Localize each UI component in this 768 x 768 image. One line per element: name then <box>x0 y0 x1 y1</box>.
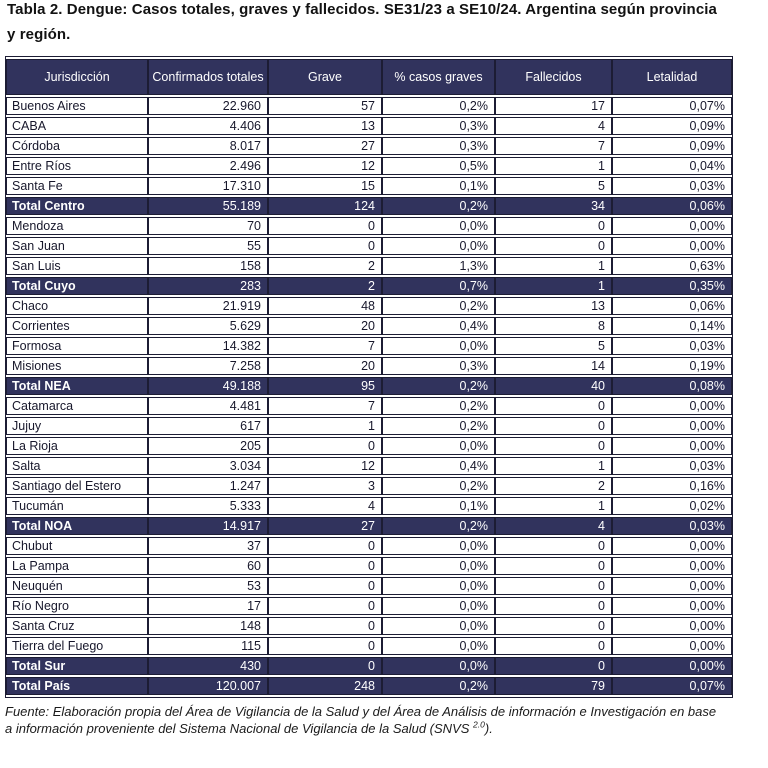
jurisdiction-cell: Chaco <box>6 297 148 315</box>
value-cell: 14 <box>495 357 612 375</box>
value-cell: 0,06% <box>612 197 732 215</box>
value-cell: 0,2% <box>382 517 495 535</box>
value-cell: 0,0% <box>382 637 495 655</box>
jurisdiction-cell: San Luis <box>6 257 148 275</box>
total-row <box>6 657 732 675</box>
value-cell: 60 <box>148 557 268 575</box>
table-row <box>6 97 732 115</box>
value-cell: 0 <box>268 617 382 635</box>
value-cell: 0,3% <box>382 357 495 375</box>
value-cell: 0,0% <box>382 217 495 235</box>
value-cell: 8.017 <box>148 137 268 155</box>
value-cell: 0,0% <box>382 657 495 675</box>
value-cell: 12 <box>268 157 382 175</box>
value-cell: 55.189 <box>148 197 268 215</box>
value-cell: 0,0% <box>382 537 495 555</box>
value-cell: 0,2% <box>382 197 495 215</box>
value-cell: 14.382 <box>148 337 268 355</box>
value-cell: 3 <box>268 477 382 495</box>
table-title <box>7 0 763 47</box>
value-cell: 0 <box>268 657 382 675</box>
table-row <box>6 577 732 595</box>
value-cell: 0 <box>268 437 382 455</box>
value-cell: 0,0% <box>382 437 495 455</box>
value-cell: 0,03% <box>612 457 732 475</box>
value-cell: 0,00% <box>612 417 732 435</box>
value-cell: 0,4% <box>382 317 495 335</box>
column-header-1: Jurisdicción <box>6 59 148 95</box>
value-cell: 57 <box>268 97 382 115</box>
value-cell: 0,07% <box>612 677 732 695</box>
value-cell: 95 <box>268 377 382 395</box>
value-cell: 0,3% <box>382 137 495 155</box>
table-row <box>6 617 732 635</box>
value-cell: 0 <box>495 537 612 555</box>
value-cell: 0 <box>268 557 382 575</box>
value-cell: 3.034 <box>148 457 268 475</box>
value-cell: 0,14% <box>612 317 732 335</box>
jurisdiction-cell: Neuquén <box>6 577 148 595</box>
value-cell: 0,00% <box>612 597 732 615</box>
value-cell: 0,00% <box>612 557 732 575</box>
value-cell: 0,0% <box>382 577 495 595</box>
table-header-row <box>6 59 732 95</box>
value-cell: 17 <box>495 97 612 115</box>
total-row <box>6 677 732 695</box>
value-cell: 20 <box>268 357 382 375</box>
value-cell: 27 <box>268 517 382 535</box>
value-cell: 0,00% <box>612 657 732 675</box>
table-row <box>6 157 732 175</box>
value-cell: 4 <box>495 117 612 135</box>
value-cell: 1.247 <box>148 477 268 495</box>
table-row <box>6 597 732 615</box>
value-cell: 79 <box>495 677 612 695</box>
table-row <box>6 297 732 315</box>
value-cell: 0,19% <box>612 357 732 375</box>
value-cell: 7 <box>268 397 382 415</box>
value-cell: 0,03% <box>612 177 732 195</box>
jurisdiction-cell: Total Cuyo <box>6 277 148 295</box>
value-cell: 0,0% <box>382 617 495 635</box>
jurisdiction-cell: Chubut <box>6 537 148 555</box>
value-cell: 0,03% <box>612 337 732 355</box>
value-cell: 70 <box>148 217 268 235</box>
jurisdiction-cell: Formosa <box>6 337 148 355</box>
value-cell: 17 <box>148 597 268 615</box>
jurisdiction-cell: Salta <box>6 457 148 475</box>
table-row <box>6 137 732 155</box>
value-cell: 0,00% <box>612 537 732 555</box>
value-cell: 27 <box>268 137 382 155</box>
value-cell: 0,2% <box>382 397 495 415</box>
value-cell: 15 <box>268 177 382 195</box>
value-cell: 0,1% <box>382 497 495 515</box>
value-cell: 0,08% <box>612 377 732 395</box>
jurisdiction-cell: Tierra del Fuego <box>6 637 148 655</box>
value-cell: 0,16% <box>612 477 732 495</box>
column-header-6: Letalidad <box>612 59 732 95</box>
value-cell: 0,2% <box>382 417 495 435</box>
value-cell: 0,00% <box>612 637 732 655</box>
value-cell: 0 <box>495 657 612 675</box>
table-row <box>6 637 732 655</box>
dengue-cases-table <box>5 56 733 698</box>
table-row <box>6 437 732 455</box>
value-cell: 0,4% <box>382 457 495 475</box>
value-cell: 12 <box>268 457 382 475</box>
value-cell: 2 <box>495 477 612 495</box>
value-cell: 0,0% <box>382 237 495 255</box>
value-cell: 0,02% <box>612 497 732 515</box>
value-cell: 0 <box>268 217 382 235</box>
value-cell: 0,0% <box>382 597 495 615</box>
value-cell: 14.917 <box>148 517 268 535</box>
value-cell: 17.310 <box>148 177 268 195</box>
value-cell: 0 <box>495 637 612 655</box>
value-cell: 0,09% <box>612 117 732 135</box>
value-cell: 0 <box>268 637 382 655</box>
value-cell: 0 <box>495 597 612 615</box>
snvs-superscript: 2.0 <box>473 719 485 730</box>
source-note-line2: a información proveniente del Sistema Nacional de Vigilancia de la Salud (SNVS $^{2.0}$). <box>5 719 493 736</box>
value-cell: 0,00% <box>612 437 732 455</box>
value-cell: 2.496 <box>148 157 268 175</box>
jurisdiction-cell: Total NOA <box>6 517 148 535</box>
table-row <box>6 217 732 235</box>
table-row <box>6 497 732 515</box>
table-row <box>6 177 732 195</box>
total-row <box>6 197 732 215</box>
value-cell: 0,2% <box>382 377 495 395</box>
value-cell: 0 <box>268 237 382 255</box>
value-cell: 0,03% <box>612 517 732 535</box>
value-cell: 0 <box>495 577 612 595</box>
value-cell: 4 <box>495 517 612 535</box>
table-row <box>6 457 732 475</box>
value-cell: 430 <box>148 657 268 675</box>
value-cell: 53 <box>148 577 268 595</box>
value-cell: 1 <box>495 257 612 275</box>
value-cell: 283 <box>148 277 268 295</box>
value-cell: 0,06% <box>612 297 732 315</box>
value-cell: 5.629 <box>148 317 268 335</box>
value-cell: 21.919 <box>148 297 268 315</box>
value-cell: 0 <box>268 537 382 555</box>
value-cell: 2 <box>268 257 382 275</box>
jurisdiction-cell: Jujuy <box>6 417 148 435</box>
value-cell: 5 <box>495 337 612 355</box>
jurisdiction-cell: Total País <box>6 677 148 695</box>
value-cell: 0,07% <box>612 97 732 115</box>
value-cell: 7 <box>268 337 382 355</box>
jurisdiction-cell: Santa Cruz <box>6 617 148 635</box>
table-row <box>6 117 732 135</box>
value-cell: 48 <box>268 297 382 315</box>
value-cell: 0 <box>268 577 382 595</box>
table-row <box>6 557 732 575</box>
value-cell: 1 <box>495 457 612 475</box>
value-cell: 5 <box>495 177 612 195</box>
total-row <box>6 277 732 295</box>
value-cell: 8 <box>495 317 612 335</box>
value-cell: 0 <box>495 437 612 455</box>
value-cell: 1,3% <box>382 257 495 275</box>
jurisdiction-cell: Tucumán <box>6 497 148 515</box>
value-cell: 617 <box>148 417 268 435</box>
jurisdiction-cell: Catamarca <box>6 397 148 415</box>
value-cell: 120.007 <box>148 677 268 695</box>
value-cell: 0 <box>495 557 612 575</box>
value-cell: 0,2% <box>382 97 495 115</box>
value-cell: 0,0% <box>382 557 495 575</box>
value-cell: 205 <box>148 437 268 455</box>
value-cell: 0,35% <box>612 277 732 295</box>
table-row <box>6 357 732 375</box>
table-row <box>6 237 732 255</box>
table-row <box>6 317 732 335</box>
value-cell: 0,2% <box>382 477 495 495</box>
value-cell: 7 <box>495 137 612 155</box>
value-cell: 1 <box>495 157 612 175</box>
column-header-3: Grave <box>268 59 382 95</box>
table-row <box>6 257 732 275</box>
table-row <box>6 477 732 495</box>
jurisdiction-cell: Entre Ríos <box>6 157 148 175</box>
jurisdiction-cell: Santiago del Estero <box>6 477 148 495</box>
value-cell: 5.333 <box>148 497 268 515</box>
value-cell: 0 <box>495 397 612 415</box>
table-row <box>6 417 732 435</box>
table-title-line2: y región. <box>7 26 71 43</box>
column-header-5: Fallecidos <box>495 59 612 95</box>
value-cell: 55 <box>148 237 268 255</box>
value-cell: 0,3% <box>382 117 495 135</box>
value-cell: 1 <box>268 417 382 435</box>
value-cell: 0 <box>268 597 382 615</box>
value-cell: 0,2% <box>382 297 495 315</box>
value-cell: 158 <box>148 257 268 275</box>
value-cell: 20 <box>268 317 382 335</box>
value-cell: 0 <box>495 417 612 435</box>
value-cell: 0,00% <box>612 397 732 415</box>
value-cell: 0,7% <box>382 277 495 295</box>
jurisdiction-cell: CABA <box>6 117 148 135</box>
table-row <box>6 537 732 555</box>
total-row <box>6 377 732 395</box>
value-cell: 49.188 <box>148 377 268 395</box>
value-cell: 1 <box>495 497 612 515</box>
column-header-4: % casos graves <box>382 59 495 95</box>
jurisdiction-cell: Córdoba <box>6 137 148 155</box>
value-cell: 1 <box>495 277 612 295</box>
value-cell: 0,00% <box>612 617 732 635</box>
value-cell: 4.406 <box>148 117 268 135</box>
value-cell: 40 <box>495 377 612 395</box>
value-cell: 4.481 <box>148 397 268 415</box>
value-cell: 0 <box>495 617 612 635</box>
source-note <box>5 703 765 737</box>
value-cell: 0,00% <box>612 237 732 255</box>
value-cell: 0,0% <box>382 337 495 355</box>
jurisdiction-cell: Misiones <box>6 357 148 375</box>
jurisdiction-cell: Río Negro <box>6 597 148 615</box>
source-note-line1: Fuente: Elaboración propia del Área de Vigilancia de la Salud y del Área de Análisis de información e Investigación en base <box>5 704 717 719</box>
value-cell: 22.960 <box>148 97 268 115</box>
value-cell: 0,2% <box>382 677 495 695</box>
value-cell: 4 <box>268 497 382 515</box>
value-cell: 2 <box>268 277 382 295</box>
jurisdiction-cell: La Rioja <box>6 437 148 455</box>
jurisdiction-cell: Total NEA <box>6 377 148 395</box>
value-cell: 7.258 <box>148 357 268 375</box>
value-cell: 13 <box>495 297 612 315</box>
total-row <box>6 517 732 535</box>
value-cell: 0 <box>495 237 612 255</box>
jurisdiction-cell: Total Sur <box>6 657 148 675</box>
jurisdiction-cell: Buenos Aires <box>6 97 148 115</box>
value-cell: 248 <box>268 677 382 695</box>
value-cell: 0,04% <box>612 157 732 175</box>
value-cell: 124 <box>268 197 382 215</box>
value-cell: 13 <box>268 117 382 135</box>
table-row <box>6 397 732 415</box>
table-title-line1: Tabla 2. Dengue: Casos totales, graves y fallecidos. SE31/23 a SE10/24. Argentina según provincia <box>7 1 717 18</box>
jurisdiction-cell: Corrientes <box>6 317 148 335</box>
value-cell: 0,63% <box>612 257 732 275</box>
value-cell: 37 <box>148 537 268 555</box>
jurisdiction-cell: Total Centro <box>6 197 148 215</box>
value-cell: 0,09% <box>612 137 732 155</box>
value-cell: 115 <box>148 637 268 655</box>
jurisdiction-cell: Santa Fe <box>6 177 148 195</box>
value-cell: 0,1% <box>382 177 495 195</box>
table-row <box>6 337 732 355</box>
value-cell: 0,5% <box>382 157 495 175</box>
value-cell: 34 <box>495 197 612 215</box>
value-cell: 148 <box>148 617 268 635</box>
column-header-2: Confirmados totales <box>148 59 268 95</box>
jurisdiction-cell: Mendoza <box>6 217 148 235</box>
value-cell: 0,00% <box>612 217 732 235</box>
value-cell: 0 <box>495 217 612 235</box>
jurisdiction-cell: San Juan <box>6 237 148 255</box>
value-cell: 0,00% <box>612 577 732 595</box>
jurisdiction-cell: La Pampa <box>6 557 148 575</box>
